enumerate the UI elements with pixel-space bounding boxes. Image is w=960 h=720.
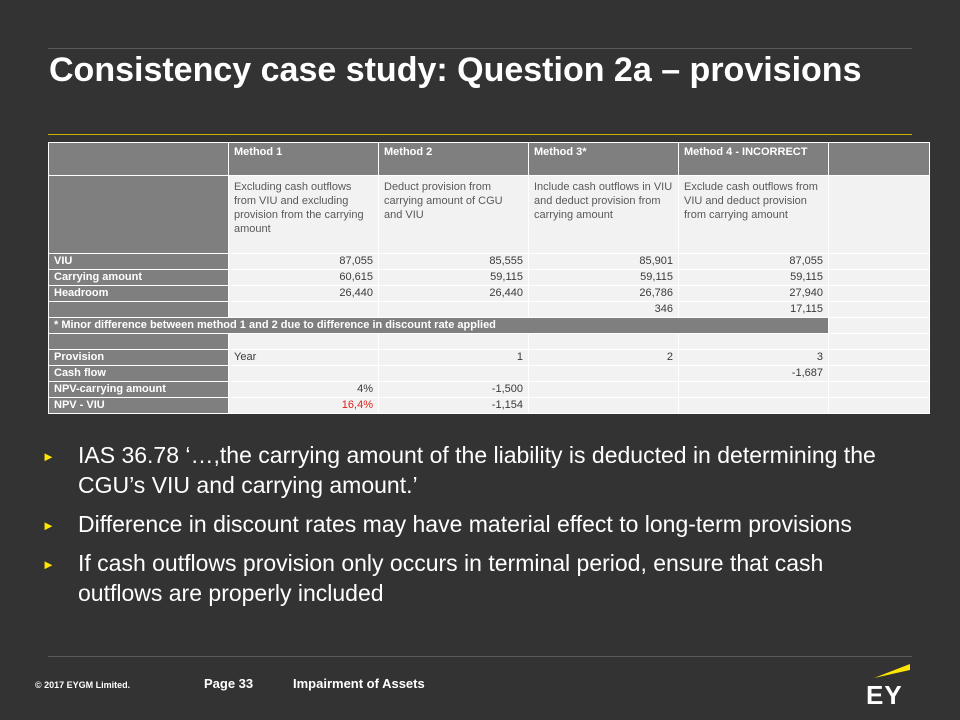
row-label: VIU <box>49 254 229 270</box>
table-cell: 4% <box>229 382 379 398</box>
table-cell: 2 <box>529 350 679 366</box>
bottom-divider <box>48 656 912 657</box>
bullet-text: If cash outflows provision only occurs in terminal period, ensure that cash outflows are properly included <box>78 550 824 606</box>
table-row <box>49 350 930 366</box>
table-cell <box>829 334 930 350</box>
table-row <box>49 270 930 286</box>
description-method-1: Excluding cash outflows from VIU and excluding provision from the carrying amount <box>229 176 379 254</box>
table-note-row <box>49 318 930 334</box>
footnote: * Minor difference between method 1 and 2 due to difference in discount rate applied <box>49 318 829 334</box>
table-cell <box>529 398 679 414</box>
bullet-list <box>40 440 910 617</box>
table-cell <box>679 382 829 398</box>
row-label: Carrying amount <box>49 270 229 286</box>
table-cell: 85,901 <box>529 254 679 270</box>
table-cell: 87,055 <box>679 254 829 270</box>
copyright: © 2017 EYGM Limited. <box>35 680 131 690</box>
table-cell <box>529 334 679 350</box>
header-method-1: Method 1 <box>229 143 379 176</box>
table-cell: 26,440 <box>229 286 379 302</box>
table-cell: 346 <box>529 302 679 318</box>
table-cell: 3 <box>679 350 829 366</box>
table-cell: 26,440 <box>379 286 529 302</box>
table-cell <box>829 382 930 398</box>
table-cell <box>379 366 529 382</box>
table-cell <box>829 366 930 382</box>
triangle-bullet-icon: ► <box>42 557 55 572</box>
table-row <box>49 366 930 382</box>
table-cell: 1 <box>379 350 529 366</box>
methods-table <box>48 142 930 414</box>
table-cell <box>379 302 529 318</box>
description-method-2: Deduct provision from carrying amount of CGU and VIU <box>379 176 529 254</box>
table-cell <box>679 334 829 350</box>
row-label: Cash flow <box>49 366 229 382</box>
top-divider <box>48 48 912 49</box>
table-cell <box>529 382 679 398</box>
table-cell: 17,115 <box>679 302 829 318</box>
table-cell <box>829 254 930 270</box>
table-cell: 59,115 <box>379 270 529 286</box>
table-cell <box>829 318 930 334</box>
table-cell: 60,615 <box>229 270 379 286</box>
row-label: Provision <box>49 350 229 366</box>
table-cell: 59,115 <box>679 270 829 286</box>
description-cell <box>829 176 930 254</box>
description-method-3: Include cash outflows in VIU and deduct provision from carrying amount <box>529 176 679 254</box>
table-cell-highlight: 16,4% <box>229 398 379 414</box>
row-label: NPV-carrying amount <box>49 382 229 398</box>
row-label: Headroom <box>49 286 229 302</box>
table-cell <box>679 398 829 414</box>
table-row <box>49 302 930 318</box>
ey-logo: EY <box>866 680 903 710</box>
description-method-4: Exclude cash outflows from VIU and deduct provision from carrying amount <box>679 176 829 254</box>
table-cell <box>229 302 379 318</box>
table-cell <box>829 286 930 302</box>
triangle-bullet-icon: ► <box>42 518 55 533</box>
table-cell: 27,940 <box>679 286 829 302</box>
row-label <box>49 334 229 350</box>
table-cell: 59,115 <box>529 270 679 286</box>
table-cell <box>829 398 930 414</box>
list-item <box>40 440 910 500</box>
table-cell: -1,687 <box>679 366 829 382</box>
description-cell <box>49 176 229 254</box>
footer-title: Impairment of Assets <box>293 676 425 691</box>
table-cell <box>829 350 930 366</box>
row-label: NPV - VIU <box>49 398 229 414</box>
table-cell <box>529 366 679 382</box>
table-cell: 87,055 <box>229 254 379 270</box>
slide-title: Consistency case study: Question 2a – provisions <box>49 51 862 89</box>
header-method-3: Method 3* <box>529 143 679 176</box>
table-row <box>49 398 930 414</box>
table-cell <box>229 334 379 350</box>
table-row <box>49 334 930 350</box>
list-item <box>40 509 910 539</box>
page-number: Page 33 <box>204 676 254 691</box>
row-label <box>49 302 229 318</box>
bullet-text: IAS 36.78 ‘…,the carrying amount of the liability is deducted in determining the CGU’s VIU and carrying amount.’ <box>78 442 876 498</box>
table-description-row <box>49 176 930 254</box>
table-header-row <box>49 143 930 176</box>
list-item <box>40 548 910 608</box>
table-cell: 26,786 <box>529 286 679 302</box>
table-cell: 85,555 <box>379 254 529 270</box>
header-cell <box>829 143 930 176</box>
table-cell <box>829 302 930 318</box>
table-row <box>49 382 930 398</box>
table-row <box>49 286 930 302</box>
header-method-4: Method 4 - INCORRECT <box>679 143 829 176</box>
table-cell <box>379 334 529 350</box>
table-cell: Year <box>229 350 379 366</box>
header-method-2: Method 2 <box>379 143 529 176</box>
table-cell: -1,154 <box>379 398 529 414</box>
bullet-text: Difference in discount rates may have material effect to long-term provisions <box>78 511 852 537</box>
table-row <box>49 254 930 270</box>
table-cell: -1,500 <box>379 382 529 398</box>
table-cell <box>229 366 379 382</box>
table-cell <box>829 270 930 286</box>
triangle-bullet-icon: ► <box>42 449 55 464</box>
title-underline <box>48 134 912 135</box>
header-cell <box>49 143 229 176</box>
